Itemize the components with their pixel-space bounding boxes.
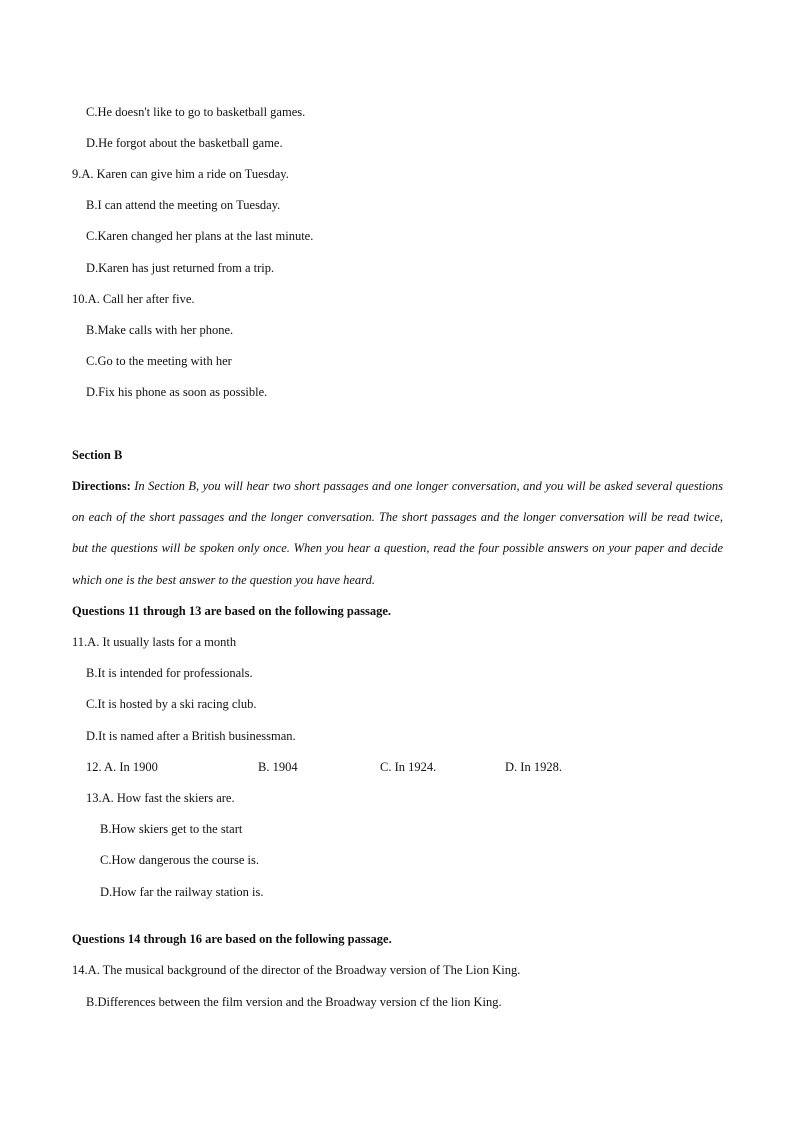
option-9d: D.Karen has just returned from a trip. [86, 261, 275, 275]
option-9a: 9.A. Karen can give him a ride on Tuesday. [72, 167, 289, 181]
option-12c: C. In 1924. [380, 760, 437, 774]
option-10a: 10.A. Call her after five. [72, 292, 195, 306]
directions-paragraph [72, 471, 723, 596]
option-8c: C.He doesn't like to go to basketball games. [86, 105, 306, 119]
group2-heading: Questions 14 through 16 are based on the following passage. [72, 932, 392, 946]
option-12d: D. In 1928. [505, 760, 562, 774]
option-10d: D.Fix his phone as soon as possible. [86, 385, 268, 399]
option-12a: 12. A. In 1900 [86, 760, 158, 774]
option-10c: C.Go to the meeting with her [86, 354, 232, 368]
section-b-title: Section B [72, 448, 123, 462]
option-14b: B.Differences between the film version and the Broadway version cf the lion King. [86, 995, 502, 1009]
option-13c: C.How dangerous the course is. [100, 853, 259, 867]
option-11a: 11.A. It usually lasts for a month [72, 635, 237, 649]
option-14a: 14.A. The musical background of the director of the Broadway version of The Lion King. [72, 963, 521, 977]
group1-heading: Questions 11 through 13 are based on the following passage. [72, 604, 392, 618]
option-10b: B.Make calls with her phone. [86, 323, 234, 337]
option-9b: B.I can attend the meeting on Tuesday. [86, 198, 281, 212]
directions-text: In Section B, you will hear two short passages and one longer conversation, and you will be asked several questions on each of the short passages and the longer conversation. The short passages and the longer conversation will be read twice, but the questions will be spoken only once. When you hear a question, read the four possible answers on your paper and decide which one is the best answer to the question you have heard. [72, 479, 723, 587]
option-11c: C.It is hosted by a ski racing club. [86, 697, 257, 711]
option-12b: B. 1904 [258, 760, 298, 774]
option-13b: B.How skiers get to the start [100, 822, 243, 836]
option-11b: B.It is intended for professionals. [86, 666, 253, 680]
option-11d: D.It is named after a British businessman. [86, 729, 296, 743]
option-8d: D.He forgot about the basketball game. [86, 136, 283, 150]
directions-label: Directions: [72, 479, 131, 493]
option-9c: C.Karen changed her plans at the last minute. [86, 229, 314, 243]
option-13a: 13.A. How fast the skiers are. [86, 791, 235, 805]
option-13d: D.How far the railway station is. [100, 885, 264, 899]
